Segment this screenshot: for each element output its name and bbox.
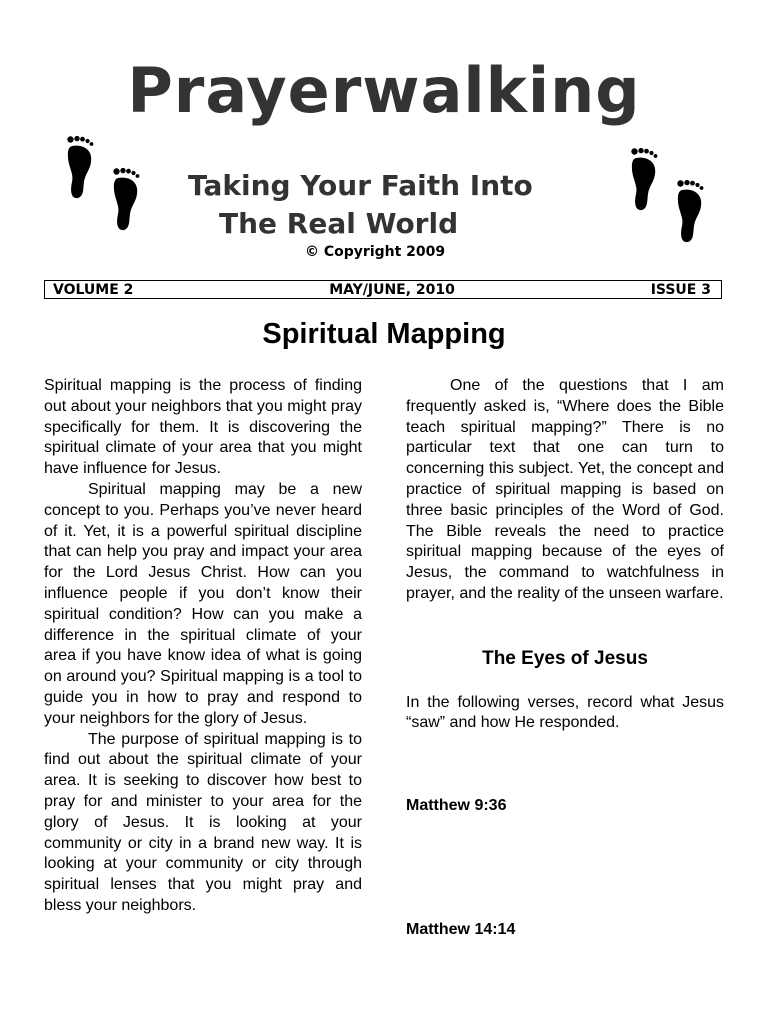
section-heading: The Eyes of Jesus — [482, 647, 648, 669]
paragraph: Spiritual mapping may be a new concept to you. Perhaps you’ve never heard of it. Yet, it is a powerful spiritual discipline that can help you pray and impact your area for the Lord Jesus Christ. How can you influence people if you don’t know their spiritual condition? How can you make a difference in the spiritual climate of your area if you have know idea of what is going on around you? Spiritual mapping is a tool to guide you in how to pray and respond to your neighbors for the glory of Jesus. — [44, 480, 362, 727]
footprint-icon — [66, 136, 96, 200]
issue-info-bar — [44, 280, 722, 299]
subtitle-line-1: Taking Your Faith Into — [188, 169, 533, 202]
copyright-notice: © Copyright 2009 — [305, 244, 446, 260]
section-intro: In the following verses, record what Jesus “saw” and how He responded. — [406, 693, 724, 732]
verse-reference: Matthew 14:14 — [406, 921, 516, 938]
issue-number: ISSUE 3 — [650, 281, 711, 298]
verse-reference: Matthew 9:36 — [406, 797, 507, 814]
paragraph: Spiritual mapping is the process of finding out about your neighbors that you might pray specifically for them. It is discovering the spiritual climate of your area that you might have influence for Jesus. — [44, 377, 362, 478]
right-column — [406, 376, 724, 734]
footprint-icon — [676, 180, 706, 244]
footprint-icon — [630, 148, 660, 212]
footprint-icon — [112, 168, 142, 232]
volume-label: VOLUME 2 — [53, 281, 134, 298]
newsletter-title: Prayerwalking — [127, 54, 641, 127]
issue-date: MAY/JUNE, 2010 — [329, 281, 455, 298]
paragraph: The purpose of spiritual mapping is to find out about the spiritual climate of your area. It is seeking to discover how best to pray for and minister to your area for the glory of Jesus. It is looking at your community or city in a brand new way. It is looking at your community or city through spiritual lenses that you might pray and bless your neighbors. — [44, 730, 362, 914]
article-title: Spiritual Mapping — [262, 318, 506, 350]
subtitle-line-2: The Real World — [219, 207, 459, 240]
paragraph: One of the questions that I am frequently asked is, “Where does the Bible teach spiritual mapping?” There is no particular text that one can turn to concerning this subject. Yet, the concept and practice of spiritual mapping is based on three basic principles of the Word of God. The Bible reveals the need to practice spiritual mapping because of the eyes of Jesus, the command to watchfulness in prayer, and the reality of the unseen warfare. — [406, 377, 724, 602]
left-column — [44, 376, 362, 917]
